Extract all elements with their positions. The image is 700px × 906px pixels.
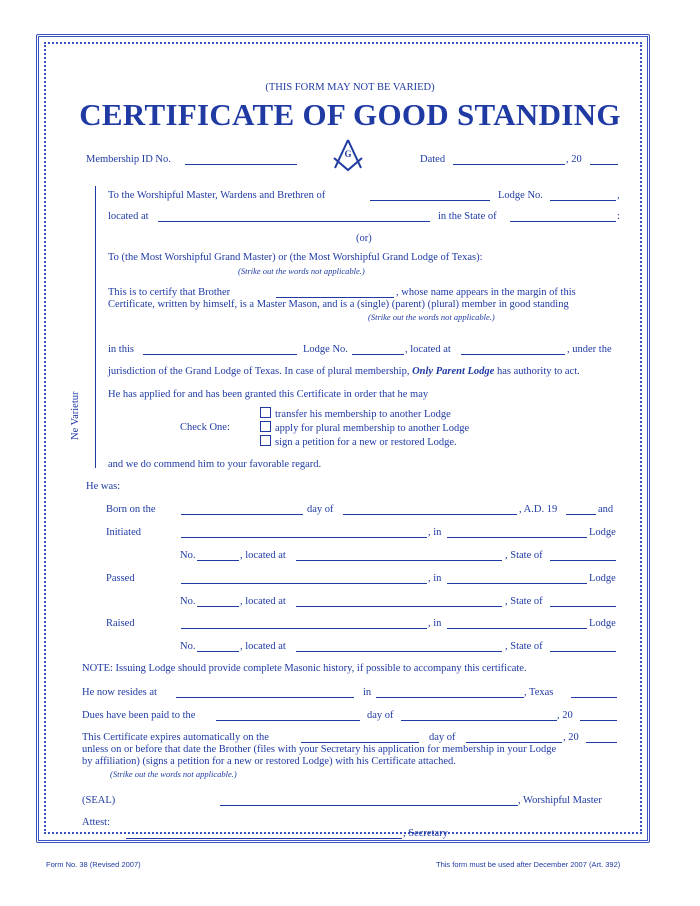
initiated-in-label: , in <box>428 527 442 538</box>
located-at-label-2: , located at <box>405 344 451 355</box>
raised-state-field[interactable] <box>550 651 616 652</box>
texas-label: , Texas <box>524 687 554 698</box>
passed-state-field[interactable] <box>550 606 616 607</box>
emblem-letter: G <box>344 149 352 159</box>
raised-state-label: , State of <box>505 641 543 652</box>
dues-year-field[interactable] <box>580 720 617 721</box>
option-plural <box>260 421 469 435</box>
commend-line: and we do commend him to your favorable regard. <box>108 459 322 470</box>
resides-address-field[interactable] <box>176 697 354 698</box>
initiated-no-field[interactable] <box>197 560 239 561</box>
initiated-located-label: , located at <box>240 550 286 561</box>
ad-19-label: , A.D. 19 <box>519 504 558 515</box>
located-at-field-2[interactable] <box>461 354 565 355</box>
dues-month-field[interactable] <box>401 720 557 721</box>
option-petition <box>260 435 457 449</box>
checkbox-transfer[interactable] <box>260 407 271 418</box>
affiliation-line: by affiliation) (signs a petition for a new or restored Lodge) with his Certificate attached. <box>82 756 456 767</box>
resides-extra-field[interactable] <box>571 697 617 698</box>
raised-lodge-field[interactable] <box>447 628 587 629</box>
and-label: and <box>598 504 614 515</box>
certify-line-2: Certificate, written by himself, is a Master Mason, and is a (single) (parent) (plural) member in good standing <box>108 299 569 310</box>
born-day-field[interactable] <box>181 514 303 515</box>
strike-note-1: (Strike out the words not applicable.) <box>238 266 365 276</box>
lodge-no-field-2[interactable] <box>352 354 404 355</box>
seal-label: (SEAL) <box>82 795 116 806</box>
certify-prefix: This is to certify that Brother <box>108 287 231 298</box>
raised-date-field[interactable] <box>181 628 427 629</box>
initiated-state-field[interactable] <box>550 560 616 561</box>
expires-year-field[interactable] <box>586 742 617 743</box>
only-parent-lodge: Only Parent Lodge <box>412 366 495 377</box>
brethren-of-field[interactable] <box>370 200 490 201</box>
initiated-date-field[interactable] <box>181 537 427 538</box>
dues-year-prefix: , 20 <box>557 710 573 721</box>
grand-lodge-line: To (the Most Worshipful Grand Master) or (the Most Worshipful Grand Lodge of Texas): <box>108 252 483 263</box>
jurisdiction-text-b: has authority to act. <box>496 366 580 377</box>
initiated-lodge-field[interactable] <box>447 537 587 538</box>
initiated-location-field[interactable] <box>296 560 502 561</box>
option-plural-label: apply for plural membership to another Lodge <box>275 423 470 434</box>
option-transfer <box>260 407 451 421</box>
resides-label: He now resides at <box>82 687 157 698</box>
certify-suffix: , whose name appears in the margin of this <box>396 287 576 298</box>
under-the-label: , under the <box>567 344 612 355</box>
checkbox-petition[interactable] <box>260 435 271 446</box>
expires-year-prefix: , 20 <box>563 732 579 743</box>
jurisdiction-text-a: jurisdiction of the Grand Lodge of Texas. In case of plural membership, <box>108 366 410 377</box>
he-was-label: He was: <box>86 481 121 492</box>
resides-in-label: in <box>363 687 372 698</box>
certificate-title: CERTIFICATE OF GOOD STANDING <box>79 97 621 132</box>
raised-location-field[interactable] <box>296 651 502 652</box>
secretary-signature-field[interactable] <box>126 838 402 839</box>
initiated-lodge-label: Lodge <box>589 527 616 538</box>
raised-label: Raised <box>106 618 135 629</box>
passed-no-field[interactable] <box>197 606 239 607</box>
unless-line: unless on or before that date the Brother (files with your Secretary his application for membership in your Lodge <box>82 744 557 755</box>
or-label: (or) <box>356 233 372 244</box>
colon: : <box>617 211 620 222</box>
dues-day-field[interactable] <box>216 720 360 721</box>
lodge-no-label: Lodge No. <box>498 190 543 201</box>
located-at-label: located at <box>108 211 149 222</box>
resides-city-field[interactable] <box>376 697 524 698</box>
passed-location-field[interactable] <box>296 606 502 607</box>
in-the-state-of-label: in the State of <box>438 211 497 222</box>
passed-in-label: , in <box>428 573 442 584</box>
raised-no-label: No. <box>180 641 196 652</box>
square-and-compass-icon <box>331 138 365 172</box>
initiated-state-label: , State of <box>505 550 543 561</box>
option-petition-label: sign a petition for a new or restored Lodge. <box>275 437 457 448</box>
expires-label: This Certificate expires automatically on the <box>82 732 269 743</box>
year-prefix: , 20 <box>566 154 582 165</box>
passed-lodge-label: Lodge <box>589 573 616 584</box>
membership-id-label: Membership ID No. <box>86 154 171 165</box>
membership-id-field[interactable] <box>185 164 297 165</box>
initiated-label: Initiated <box>106 527 141 538</box>
in-this-label: in this <box>108 344 134 355</box>
checkbox-plural[interactable] <box>260 421 271 432</box>
dated-label: Dated <box>420 154 446 165</box>
option-transfer-label: transfer his membership to another Lodge <box>275 409 451 420</box>
passed-date-field[interactable] <box>181 583 427 584</box>
raised-lodge-label: Lodge <box>589 618 616 629</box>
secretary-label: , Secretary <box>403 828 448 839</box>
strike-note-3: (Strike out the words not applicable.) <box>110 769 237 779</box>
dated-year-field[interactable] <box>590 164 618 165</box>
passed-located-label: , located at <box>240 596 286 607</box>
passed-lodge-field[interactable] <box>447 583 587 584</box>
raised-located-label: , located at <box>240 641 286 652</box>
lodge-no-label-2: Lodge No. <box>303 344 348 355</box>
initiated-no-label: No. <box>180 550 196 561</box>
passed-no-label: No. <box>180 596 196 607</box>
signature-margin-line <box>95 186 96 468</box>
worshipful-master-signature-field[interactable] <box>220 805 518 806</box>
born-year-field[interactable] <box>566 514 596 515</box>
expires-day-of-label: day of <box>429 732 456 743</box>
form-notice: (THIS FORM MAY NOT BE VARIED) <box>265 82 435 93</box>
dues-label: Dues have been paid to the <box>82 710 196 721</box>
located-at-field[interactable] <box>158 221 430 222</box>
born-label: Born on the <box>106 504 156 515</box>
raised-in-label: , in <box>428 618 442 629</box>
usage-note: This form must be used after December 2007 (Art. 392) <box>436 860 621 869</box>
check-one-label: Check One: <box>180 422 230 433</box>
dated-field[interactable] <box>453 164 565 165</box>
note-line: NOTE: Issuing Lodge should provide complete Masonic history, if possible to accompany this certificate. <box>82 663 527 674</box>
lodge-no-field[interactable] <box>550 200 616 201</box>
lodge-name-field[interactable] <box>143 354 297 355</box>
state-field[interactable] <box>510 221 616 222</box>
worshipful-master-label: , Worshipful Master <box>518 795 602 806</box>
jurisdiction-line <box>108 365 580 378</box>
form-number: Form No. 38 (Revised 2007) <box>46 860 141 869</box>
dues-day-of-label: day of <box>367 710 394 721</box>
comma: , <box>617 190 620 201</box>
attest-label: Attest: <box>82 817 110 828</box>
passed-state-label: , State of <box>505 596 543 607</box>
ne-varietur-label: Ne Varietur <box>70 391 81 440</box>
born-month-field[interactable] <box>343 514 517 515</box>
address-line-prefix: To the Worshipful Master, Wardens and Brethren of <box>108 190 326 201</box>
born-day-of-label: day of <box>307 504 334 515</box>
strike-note-2: (Strike out the words not applicable.) <box>368 312 495 322</box>
applied-line: He has applied for and has been granted this Certificate in order that he may <box>108 389 429 400</box>
passed-label: Passed <box>106 573 135 584</box>
raised-no-field[interactable] <box>197 651 239 652</box>
